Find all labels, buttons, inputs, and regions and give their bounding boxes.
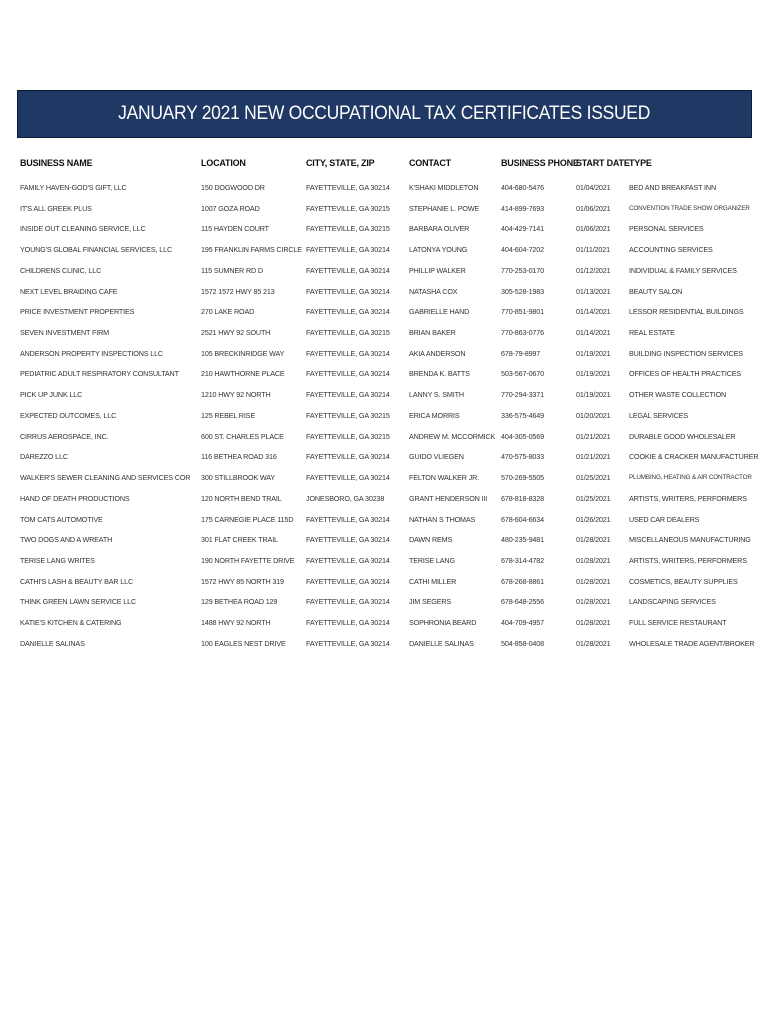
cell-business-phone: 770-253-0170 xyxy=(501,265,544,275)
column-header-location: LOCATION xyxy=(201,158,246,168)
table-row xyxy=(0,449,770,470)
cell-business-phone: 414-899-7693 xyxy=(501,203,544,213)
cell-type: USED CAR DEALERS xyxy=(629,514,700,524)
cell-contact: DAWN REMS xyxy=(409,535,453,545)
cell-contact: AKIA ANDERSON xyxy=(409,348,466,358)
cell-location: 100 EAGLES NEST DRIVE xyxy=(201,638,286,648)
cell-start-date: 01/21/2021 xyxy=(576,431,611,441)
cell-location: 600 ST. CHARLES PLACE xyxy=(201,431,284,441)
cell-start-date: 01/21/2021 xyxy=(576,452,611,462)
cell-city-state-zip: FAYETTEVILLE, GA 30215 xyxy=(306,203,390,213)
cell-business-name: HAND OF DEATH PRODUCTIONS xyxy=(20,493,130,503)
table-row xyxy=(0,615,770,636)
cell-business-name: TERISE LANG WRITES xyxy=(20,555,95,565)
cell-contact: BRIAN BAKER xyxy=(409,328,456,338)
cell-business-phone: 678-268-8861 xyxy=(501,576,544,586)
table-row xyxy=(0,553,770,574)
title-banner xyxy=(17,90,752,138)
cell-location: 270 LAKE ROAD xyxy=(201,307,255,317)
cell-business-phone: 678-604-6634 xyxy=(501,514,544,524)
cell-city-state-zip: FAYETTEVILLE, GA 30214 xyxy=(306,265,390,275)
cell-business-name: CATHI'S LASH & BEAUTY BAR LLC xyxy=(20,576,133,586)
table-row xyxy=(0,532,770,553)
cell-city-state-zip: FAYETTEVILLE, GA 30214 xyxy=(306,514,390,524)
cell-business-name: PEDIATRIC ADULT RESPIRATORY CONSULTANT xyxy=(20,369,179,379)
cell-contact: GRANT HENDERSON III xyxy=(409,493,488,503)
cell-location: 125 REBEL RISE xyxy=(201,410,255,420)
cell-location: 301 FLAT CREEK TRAIL xyxy=(201,535,278,545)
cell-city-state-zip: FAYETTEVILLE, GA 30214 xyxy=(306,597,390,607)
cell-start-date: 01/06/2021 xyxy=(576,224,611,234)
cell-location: 1007 GOZA ROAD xyxy=(201,203,260,213)
table-row xyxy=(0,242,770,263)
cell-type: OFFICES OF HEALTH PRACTICES xyxy=(629,369,742,379)
cell-type: CONVENTION TRADE SHOW ORGANIZER xyxy=(629,204,750,212)
cell-start-date: 01/19/2021 xyxy=(576,348,611,358)
cell-start-date: 01/12/2021 xyxy=(576,265,611,275)
cell-type: MISCELLANEOUS MANUFACTURING xyxy=(629,535,751,545)
cell-start-date: 01/26/2021 xyxy=(576,514,611,524)
cell-contact: LATONYA YOUNG xyxy=(409,245,468,255)
cell-start-date: 01/28/2021 xyxy=(576,597,611,607)
cell-business-phone: 404-709-4957 xyxy=(501,618,544,628)
cell-start-date: 01/20/2021 xyxy=(576,410,611,420)
cell-business-phone: 678-648-2556 xyxy=(501,597,544,607)
cell-start-date: 01/14/2021 xyxy=(576,328,611,338)
table-row xyxy=(0,201,770,222)
table-row xyxy=(0,304,770,325)
cell-location: 115 SUMNER RD D xyxy=(201,265,263,275)
table-row xyxy=(0,346,770,367)
cell-business-name: ANDERSON PROPERTY INSPECTIONS LLC xyxy=(20,348,163,358)
column-header-business-name: BUSINESS NAME xyxy=(20,158,93,168)
cell-start-date: 01/25/2021 xyxy=(576,493,611,503)
cell-contact: ERICA MORRIS xyxy=(409,410,460,420)
cell-type: ARTISTS, WRITERS, PERFORMERS xyxy=(629,555,747,565)
column-header-city-state-zip: CITY, STATE, ZIP xyxy=(306,158,375,168)
cell-contact: ANDREW M. MCCORMICK xyxy=(409,431,496,441)
page-title: JANUARY 2021 NEW OCCUPATIONAL TAX CERTIFICATES ISSUED xyxy=(118,103,651,124)
cell-city-state-zip: FAYETTEVILLE, GA 30215 xyxy=(306,224,390,234)
cell-start-date: 01/04/2021 xyxy=(576,183,611,192)
table-row xyxy=(0,491,770,512)
cell-location: 150 DOGWOOD DR xyxy=(201,183,265,192)
table-row xyxy=(0,470,770,491)
column-header-type: TYPE xyxy=(629,158,652,168)
cell-business-name: TOM CATS AUTOMOTIVE xyxy=(20,514,103,524)
cell-type: ACCOUNTING SERVICES xyxy=(629,245,713,255)
cell-contact: K'SHAKI MIDDLETON xyxy=(409,183,479,192)
cell-start-date: 01/13/2021 xyxy=(576,286,611,296)
cell-start-date: 01/14/2021 xyxy=(576,307,611,317)
cell-type: REAL ESTATE xyxy=(629,328,675,338)
cell-business-name: PICK UP JUNK LLC xyxy=(20,390,83,400)
table-row xyxy=(0,594,770,615)
cell-start-date: 01/11/2021 xyxy=(576,245,610,255)
column-header-contact: CONTACT xyxy=(409,158,451,168)
cell-business-phone: 404-604-7202 xyxy=(501,245,544,255)
cell-city-state-zip: FAYETTEVILLE, GA 30215 xyxy=(306,328,390,338)
cell-business-phone: 404-305-0569 xyxy=(501,431,544,441)
table-row xyxy=(0,263,770,284)
cell-type: OTHER WASTE COLLECTION xyxy=(629,390,727,400)
cell-type: BUILDING INSPECTION SERVICES xyxy=(629,348,743,358)
cell-business-phone: 480-235-9481 xyxy=(501,535,544,545)
cell-city-state-zip: FAYETTEVILLE, GA 30214 xyxy=(306,576,390,586)
cell-business-name: NEXT LEVEL BRAIDING CAFE xyxy=(20,286,118,296)
cell-business-name: SEVEN INVESTMENT FIRM xyxy=(20,328,109,338)
cell-type: COSMETICS, BEAUTY SUPPLIES xyxy=(629,576,738,586)
cell-type: FULL SERVICE RESTAURANT xyxy=(629,618,727,628)
cell-city-state-zip: FAYETTEVILLE, GA 30214 xyxy=(306,307,390,317)
table-row xyxy=(0,366,770,387)
cell-city-state-zip: FAYETTEVILLE, GA 30215 xyxy=(306,410,390,420)
cell-city-state-zip: FAYETTEVILLE, GA 30214 xyxy=(306,555,390,565)
cell-location: 1210 HWY 92 NORTH xyxy=(201,390,271,400)
cell-start-date: 01/06/2021 xyxy=(576,203,611,213)
table-row xyxy=(0,221,770,242)
cell-business-phone: 570-269-5505 xyxy=(501,473,544,483)
cell-location: 190 NORTH FAYETTE DRIVE xyxy=(201,555,295,565)
table-row xyxy=(0,284,770,305)
column-header-business-phone: BUSINESS PHONE xyxy=(501,158,579,168)
cell-business-phone: 770-294-3371 xyxy=(501,390,544,400)
cell-business-name: WALKER'S SEWER CLEANING AND SERVICES COR xyxy=(20,473,191,483)
cell-type: LESSOR RESIDENTIAL BUILDINGS xyxy=(629,307,744,317)
cell-business-name: YOUNG'S GLOBAL FINANCIAL SERVICES, LLC xyxy=(20,245,172,255)
cell-contact: PHILLIP WALKER xyxy=(409,265,466,275)
cell-business-name: DAREZZO LLC xyxy=(20,452,68,462)
cell-city-state-zip: FAYETTEVILLE, GA 30214 xyxy=(306,286,390,296)
cell-location: 116 BETHEA ROAD 316 xyxy=(201,452,277,462)
cell-type: BEAUTY SALON xyxy=(629,286,683,296)
cell-type: LEGAL SERVICES xyxy=(629,410,689,420)
cell-location: 210 HAWTHORNE PLACE xyxy=(201,369,285,379)
cell-start-date: 01/19/2021 xyxy=(576,390,611,400)
table-row xyxy=(0,429,770,450)
cell-business-name: FAMILY HAVEN-GOD'S GIFT, LLC xyxy=(20,183,127,192)
cell-contact: GABRIELLE HAND xyxy=(409,307,470,317)
cell-business-name: TWO DOGS AND A WREATH xyxy=(20,535,113,545)
cell-contact: DANIELLE SALINAS xyxy=(409,638,474,648)
cell-type: INDIVIDUAL & FAMILY SERVICES xyxy=(629,265,737,275)
cell-business-name: DANIELLE SALINAS xyxy=(20,638,85,648)
cell-business-phone: 404-680-5476 xyxy=(501,183,544,192)
cell-city-state-zip: FAYETTEVILLE, GA 30214 xyxy=(306,618,390,628)
cell-business-phone: 404-429-7141 xyxy=(501,224,544,234)
cell-start-date: 01/28/2021 xyxy=(576,638,611,648)
table-row xyxy=(0,636,770,657)
cell-business-name: EXPECTED OUTCOMES, LLC xyxy=(20,410,117,420)
cell-city-state-zip: FAYETTEVILLE, GA 30215 xyxy=(306,431,390,441)
cell-location: 1572 1572 HWY 85 213 xyxy=(201,286,275,296)
cell-city-state-zip: FAYETTEVILLE, GA 30214 xyxy=(306,245,390,255)
table-header xyxy=(0,158,770,174)
table-row xyxy=(0,408,770,429)
table-row xyxy=(0,574,770,595)
cell-type: PLUMBING, HEATING & AIR CONTRACTOR xyxy=(629,474,752,482)
cell-business-name: PRICE INVESTMENT PROPERTIES xyxy=(20,307,135,317)
cell-contact: STEPHANIE L. POWE xyxy=(409,203,480,213)
cell-business-name: THINK GREEN LAWN SERVICE LLC xyxy=(20,597,137,607)
cell-location: 120 NORTH BEND TRAIL xyxy=(201,493,282,503)
cell-location: 2521 HWY 92 SOUTH xyxy=(201,328,271,338)
cell-contact: TERISE LANG xyxy=(409,555,455,565)
cell-business-phone: 770-863-0776 xyxy=(501,328,544,338)
cell-contact: NATASHA COX xyxy=(409,286,458,296)
cell-type: LANDSCAPING SERVICES xyxy=(629,597,716,607)
cell-type: COOKIE & CRACKER MANUFACTURER xyxy=(629,452,759,462)
cell-city-state-zip: FAYETTEVILLE, GA 30214 xyxy=(306,183,390,192)
cell-contact: JIM SEGERS xyxy=(409,597,452,607)
cell-type: DURABLE GOOD WHOLESALER xyxy=(629,431,736,441)
cell-business-phone: 770-851-9801 xyxy=(501,307,544,317)
cell-business-phone: 678-79-8997 xyxy=(501,348,541,358)
cell-contact: BARBARA OLIVER xyxy=(409,224,470,234)
cell-business-name: IT'S ALL GREEK PLUS xyxy=(20,203,92,213)
cell-contact: SOPHRONIA BEARD xyxy=(409,618,477,628)
cell-location: 1488 HWY 92 NORTH xyxy=(201,618,271,628)
cell-contact: FELTON WALKER JR. xyxy=(409,473,480,483)
table-row xyxy=(0,512,770,533)
cell-business-name: CIRRUS AEROSPACE, INC. xyxy=(20,431,109,441)
cell-city-state-zip: FAYETTEVILLE, GA 30214 xyxy=(306,390,390,400)
cell-city-state-zip: FAYETTEVILLE, GA 30214 xyxy=(306,369,390,379)
cell-business-phone: 678-818-8328 xyxy=(501,493,544,503)
cell-type: WHOLESALE TRADE AGENT/BROKER xyxy=(629,638,755,648)
cell-city-state-zip: FAYETTEVILLE, GA 30214 xyxy=(306,638,390,648)
cell-city-state-zip: FAYETTEVILLE, GA 30214 xyxy=(306,348,390,358)
table-row xyxy=(0,387,770,408)
cell-city-state-zip: FAYETTEVILLE, GA 30214 xyxy=(306,535,390,545)
column-header-start-date: START DATE xyxy=(576,158,630,168)
cell-start-date: 01/28/2021 xyxy=(576,555,611,565)
cell-business-name: CHILDRENS CLINIC, LLC xyxy=(20,265,102,275)
cell-start-date: 01/28/2021 xyxy=(576,618,611,628)
cell-business-phone: 305-528-1983 xyxy=(501,286,544,296)
cell-city-state-zip: JONESBORO, GA 30238 xyxy=(306,493,385,503)
cell-start-date: 01/25/2021 xyxy=(576,473,611,483)
cell-location: 129 BETHEA ROAD 129 xyxy=(201,597,278,607)
cell-contact: BRENDA K. BATTS xyxy=(409,369,470,379)
cell-contact: CATHI MILLER xyxy=(409,576,457,586)
cell-type: PERSONAL SERVICES xyxy=(629,224,704,234)
cell-business-name: INSIDE OUT CLEANING SERVICE, LLC xyxy=(20,224,146,234)
cell-contact: NATHAN S THOMAS xyxy=(409,514,476,524)
cell-business-phone: 470-575-8033 xyxy=(501,452,544,462)
cell-type: BED AND BREAKFAST INN xyxy=(629,183,716,192)
cell-contact: GUIDO VLIEGEN xyxy=(409,452,464,462)
cell-start-date: 01/28/2021 xyxy=(576,535,611,545)
cell-contact: LANNY S. SMITH xyxy=(409,390,464,400)
cell-city-state-zip: FAYETTEVILLE, GA 30214 xyxy=(306,473,390,483)
cell-location: 195 FRANKLIN FARMS CIRCLE xyxy=(201,245,302,255)
cell-location: 175 CARNEGIE PLACE 115D xyxy=(201,514,294,524)
cell-start-date: 01/28/2021 xyxy=(576,576,611,586)
cell-start-date: 01/19/2021 xyxy=(576,369,611,379)
cell-location: 105 BRECKINRIDGE WAY xyxy=(201,348,285,358)
cell-business-phone: 504-858-0408 xyxy=(501,638,544,648)
certificates-table xyxy=(0,180,770,657)
table-row xyxy=(0,325,770,346)
cell-location: 300 STILLBROOK WAY xyxy=(201,473,275,483)
table-row xyxy=(0,180,770,201)
cell-business-phone: 336-575-4649 xyxy=(501,410,544,420)
cell-type: ARTISTS, WRITERS, PERFORMERS xyxy=(629,493,747,503)
cell-business-phone: 678-314-4782 xyxy=(501,555,544,565)
cell-city-state-zip: FAYETTEVILLE, GA 30214 xyxy=(306,452,390,462)
cell-business-name: KATIE'S KITCHEN & CATERING xyxy=(20,618,122,628)
cell-location: 1572 HWY 85 NORTH 319 xyxy=(201,576,284,586)
cell-business-phone: 503-567-0670 xyxy=(501,369,544,379)
cell-location: 115 HAYDEN COURT xyxy=(201,224,269,234)
